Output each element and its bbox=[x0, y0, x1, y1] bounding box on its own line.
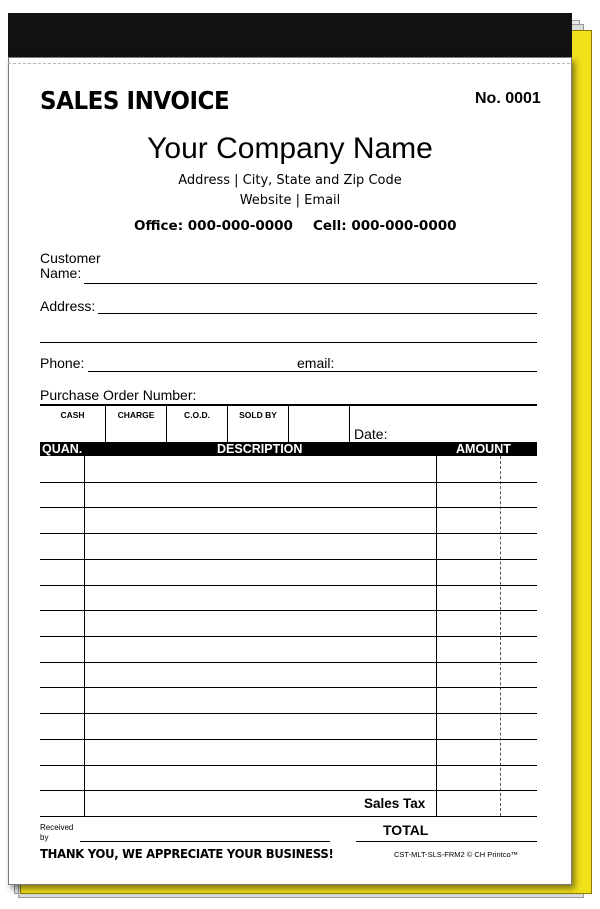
payment-charge[interactable]: CHARGE bbox=[106, 406, 167, 444]
table-row[interactable] bbox=[40, 507, 537, 508]
form-code: CST-MLT-SLS-FRM2 © CH Printco™ bbox=[394, 850, 519, 859]
line-items-table bbox=[40, 456, 537, 816]
table-row[interactable] bbox=[40, 585, 537, 586]
customer-name-label: Customer Name: bbox=[40, 250, 101, 281]
table-row[interactable] bbox=[40, 636, 537, 637]
company-phones bbox=[134, 218, 457, 234]
phone-label: Phone: bbox=[40, 355, 85, 371]
company-web: Website | Email bbox=[239, 193, 341, 208]
address-line-1[interactable] bbox=[98, 313, 537, 314]
header-quan: QUAN. bbox=[42, 442, 83, 456]
table-header bbox=[40, 442, 537, 456]
customer-name-line[interactable] bbox=[84, 283, 537, 284]
payment-blank[interactable] bbox=[289, 406, 350, 444]
received-by-label: Received by bbox=[40, 823, 74, 842]
payment-sold-by[interactable]: SOLD BY bbox=[228, 406, 289, 444]
table-row[interactable] bbox=[40, 662, 537, 663]
date-label: Date: bbox=[354, 426, 388, 442]
po-label: Purchase Order Number: bbox=[40, 387, 197, 403]
thank-you-message: THANK YOU, WE APPRECIATE YOUR BUSINESS! bbox=[40, 846, 334, 861]
table-row[interactable] bbox=[40, 790, 537, 791]
office-phone: Office: 000-000-0000 bbox=[134, 218, 293, 234]
invoice-number: No. 0001 bbox=[475, 90, 541, 107]
payment-cash[interactable]: CASH bbox=[40, 406, 106, 444]
perforation-line bbox=[8, 63, 570, 64]
address-label: Address: bbox=[40, 298, 96, 314]
table-row[interactable] bbox=[40, 765, 537, 766]
table-row[interactable] bbox=[40, 482, 537, 483]
received-by-line[interactable] bbox=[80, 841, 330, 842]
table-row[interactable] bbox=[40, 687, 537, 688]
cell-phone: Cell: 000-000-0000 bbox=[312, 218, 457, 234]
sales-tax-label: Sales Tax bbox=[364, 796, 426, 811]
address-line-2[interactable] bbox=[40, 342, 537, 343]
header-amount: AMOUNT bbox=[456, 442, 511, 456]
company-address: Address | City, State and Zip Code bbox=[178, 173, 402, 188]
tax-line bbox=[356, 816, 537, 817]
table-row[interactable] bbox=[40, 559, 537, 560]
pad-binding bbox=[8, 13, 572, 57]
payment-box bbox=[40, 404, 537, 444]
email-label: email: bbox=[297, 355, 335, 371]
company-name: Your Company Name bbox=[147, 132, 433, 165]
total-label: TOTAL bbox=[383, 822, 429, 838]
table-row[interactable] bbox=[40, 713, 537, 714]
payment-cod[interactable]: C.O.D. bbox=[167, 406, 228, 444]
header-description: DESCRIPTION bbox=[217, 442, 303, 456]
phone-email-line[interactable] bbox=[88, 371, 537, 372]
total-line bbox=[356, 841, 537, 842]
table-row[interactable] bbox=[40, 610, 537, 611]
form-title: SALES INVOICE bbox=[40, 86, 230, 115]
table-row[interactable] bbox=[40, 533, 537, 534]
table-row[interactable] bbox=[40, 739, 537, 740]
